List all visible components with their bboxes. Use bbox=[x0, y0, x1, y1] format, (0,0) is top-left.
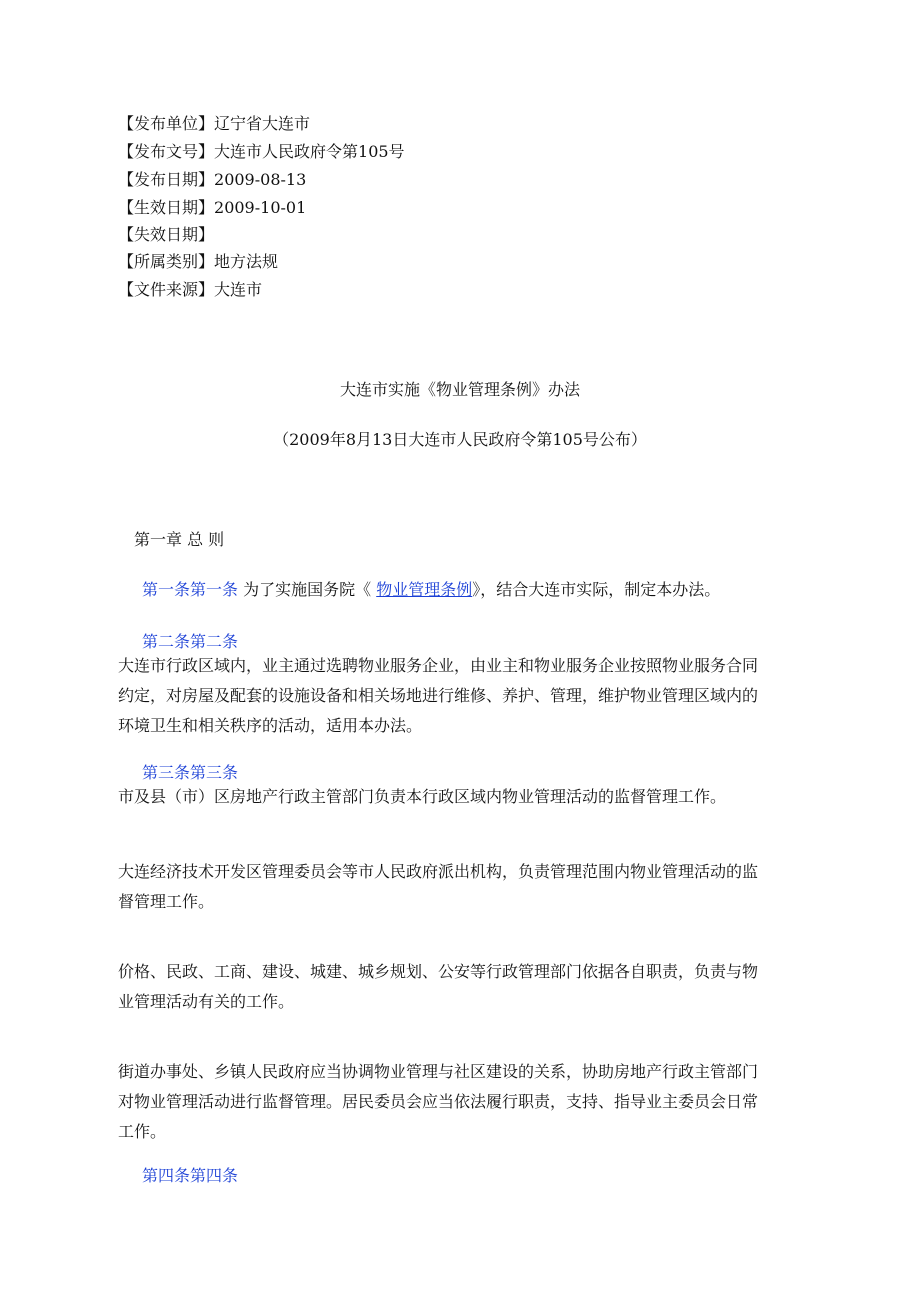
article-2-line: 大连市行政区域内，业主通过选聘物业服务企业，由业主和物业服务企业按照物业服务合同 bbox=[118, 656, 759, 675]
article-3-line: 街道办事处、乡镇人民政府应当协调物业管理与社区建设的关系，协助房地产行政主管部门 bbox=[118, 1062, 759, 1081]
meta-row-doc-number bbox=[118, 138, 405, 166]
meta-row-expiry-date bbox=[118, 221, 214, 249]
meta-value: 地方法规 bbox=[214, 252, 279, 271]
article-3-paragraph-2 bbox=[118, 857, 808, 917]
meta-value: 2009-10-01 bbox=[214, 198, 307, 217]
chapter-heading: 第一章 总 则 bbox=[134, 530, 225, 549]
article-3-paragraph-3 bbox=[118, 957, 808, 1017]
meta-label: 【发布文号】 bbox=[118, 142, 215, 161]
article-3-link[interactable]: 第三条第三条 bbox=[142, 763, 239, 782]
meta-value: 2009-08-13 bbox=[214, 170, 307, 189]
regulation-link[interactable]: 物业管理条例 bbox=[376, 580, 473, 599]
meta-row-source bbox=[118, 276, 262, 304]
meta-label: 【发布日期】 bbox=[118, 170, 215, 189]
document-subtitle: （2009年8月13日大连市人民政府令第105号公布） bbox=[273, 430, 647, 449]
article-3-line: 价格、民政、工商、建设、城建、城乡规划、公安等行政管理部门依据各自职责，负责与物 bbox=[118, 962, 759, 981]
meta-row-issuer bbox=[118, 110, 310, 138]
article-3-line: 市及县（市）区房地产行政主管部门负责本行政区域内物业管理活动的监督管理工作。 bbox=[118, 787, 727, 806]
meta-label: 【所属类别】 bbox=[118, 252, 215, 271]
article-1-text-end: 》，结合大连市实际，制定本办法。 bbox=[472, 580, 721, 599]
meta-value: 大连市 bbox=[214, 280, 263, 299]
article-3-line: 业管理活动有关的工作。 bbox=[118, 992, 295, 1011]
meta-row-category bbox=[118, 248, 278, 276]
article-3-paragraph-4 bbox=[118, 1057, 808, 1147]
article-3-line: 工作。 bbox=[118, 1122, 167, 1141]
meta-label: 【发布单位】 bbox=[118, 114, 215, 133]
meta-label: 【文件来源】 bbox=[118, 280, 215, 299]
article-2-line: 环境卫生和相关秩序的活动，适用本办法。 bbox=[118, 716, 423, 735]
article-1 bbox=[142, 576, 720, 604]
meta-label: 【失效日期】 bbox=[118, 225, 215, 244]
meta-row-effective-date bbox=[118, 194, 306, 222]
article-3-line: 对物业管理活动进行监督管理。居民委员会应当依法履行职责，支持、指导业主委员会日常 bbox=[118, 1092, 759, 1111]
meta-row-issue-date bbox=[118, 166, 306, 194]
article-4-link[interactable]: 第四条第四条 bbox=[142, 1166, 239, 1185]
document-title: 大连市实施《物业管理条例》办法 bbox=[339, 380, 580, 399]
article-1-text: 为了实施国务院《 bbox=[238, 580, 377, 599]
meta-value: 大连市人民政府令第105号 bbox=[214, 142, 405, 161]
meta-label: 【生效日期】 bbox=[118, 198, 215, 217]
article-2-body bbox=[118, 651, 808, 741]
article-2-line: 约定，对房屋及配套的设施设备和相关场地进行维修、养护、管理，维护物业管理区域内的 bbox=[118, 686, 759, 705]
article-1-link[interactable]: 第一条第一条 bbox=[142, 580, 239, 599]
article-3-line: 大连经济技术开发区管理委员会等市人民政府派出机构，负责管理范围内物业管理活动的监 bbox=[118, 862, 759, 881]
article-2-link[interactable]: 第二条第二条 bbox=[142, 632, 239, 651]
article-3-paragraph-1 bbox=[118, 782, 808, 812]
meta-value: 辽宁省大连市 bbox=[214, 114, 311, 133]
article-3-line: 督管理工作。 bbox=[118, 892, 215, 911]
